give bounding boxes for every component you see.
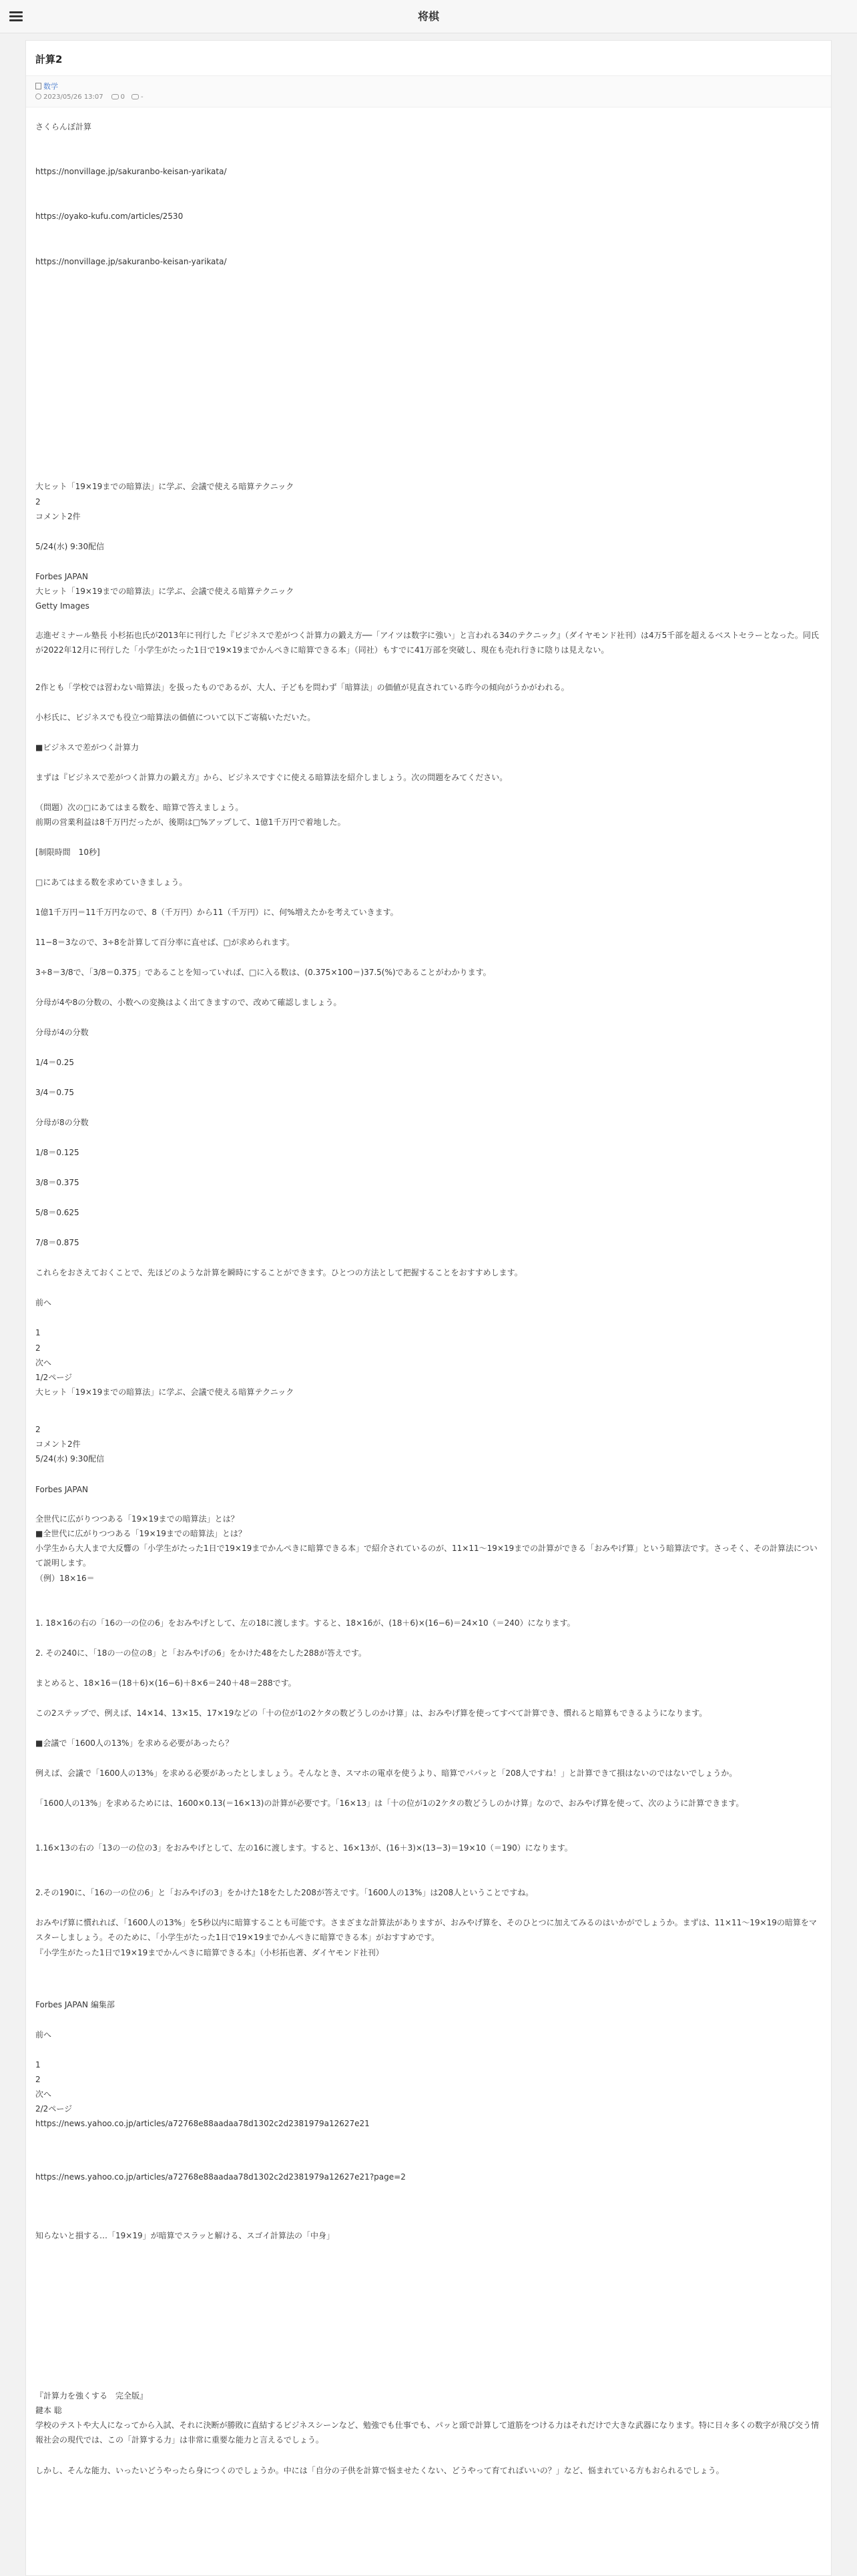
body-line: これらをおさえておくことで、先ほどのような計算を瞬時にすることができます。ひとつの方法として把握することをおすすめします。 [35, 1268, 523, 1277]
body-line: 3/8＝0.375 [35, 1178, 79, 1187]
body-line: 前へ [35, 2030, 52, 2039]
body-line: 3/4＝0.75 [35, 1088, 75, 1097]
comment-count[interactable]: 0 [120, 93, 125, 101]
body-link[interactable]: https://news.yahoo.co.jp/articles/a72768e88aadaa78d1302c2d2381979a12627e21?page=2 [35, 2172, 406, 2182]
pagination-page[interactable]: 2 [35, 2075, 41, 2084]
body-line: 『計算力を強くする 完全版』 [35, 2391, 148, 2400]
body-line: Forbes JAPAN 編集部 [35, 2000, 115, 2009]
body-paragraph: 2作とも「学校では習わない暗算法」を扱ったものであるが、大人、子どもを問わず「暗算法」の価値が見直されている昨今の傾向がうかがわれる。 [35, 683, 569, 692]
pagination-next[interactable]: 2/2ページ [35, 2104, 73, 2114]
body-line: まとめると、18×16＝(18＋6)×(16−6)＋8×6＝240＋48＝288です。 [35, 1678, 296, 1688]
body-line: 前期の営業利益は8千万円だったが、後期は□%アップして、1億1千万円で着地した。 [35, 818, 346, 827]
clock-icon [35, 93, 41, 99]
body-line: この2ステップで、例えば、14×14、13×15、17×19などの「十の位が1の2ケタの数どうしのかけ算」は、おみやげ算を使ってすべて計算でき、慣れると暗算もできるようになります。 [35, 1708, 707, 1718]
body-line: 11−8＝3なので、3÷8を計算して百分率に直せば、□が求められます。 [35, 938, 295, 947]
article-card [25, 40, 832, 2576]
body-paragraph: 1.16×13の右の「13の一の位の3」をおみやげとして、左の16に渡します。すると、16×13が、(16＋3)×(13−3)＝19×10（＝190）になります。 [35, 1843, 573, 1853]
post-date: 2023/05/26 13:07 [43, 93, 103, 101]
body-line: 5/24(水) 9:30配信 [35, 1454, 105, 1464]
comment-icon[interactable] [111, 94, 119, 99]
body-paragraph: まずは『ビジネスで差がつく計算力の鍛え方』から、ビジネスですぐに使える暗算法を紹介しましょう。次の問題をみてください。 [35, 773, 508, 782]
body-line: 1. 18×16の右の「16の一の位の6」をおみやげとして、左の18に渡します。すると、18×16が、(18＋6)×(16−6)＝24×10（＝240）になります。 [35, 1618, 575, 1628]
body-line: [制限時間 10秒] [35, 848, 100, 857]
article-meta [26, 75, 831, 107]
folder-icon [35, 83, 41, 89]
body-paragraph: しかし、そんな能力、いったいどうやったら身につくのでしょうか。中には「自分の子供を計算で悩ませたくない、どうやって育てればいいの？」など、悩まれている方もおられるでしょう。 [35, 2466, 724, 2475]
body-paragraph: 「1600人の13%」を求めるためには、1600×0.13(＝16×13)の計算が必要です。「16×13」は「十の位が1の2ケタの数どうしのかけ算」なので、おみやげ算を使って、次のように計算できます。 [35, 1799, 744, 1808]
body-line: コメント2件 [35, 1439, 81, 1449]
body-paragraph: 志進ゼミナール塾長 小杉拓也氏が2013年に刊行した『ビジネスで差がつく計算力の鍛え方──「アイツは数字に強い」と言われる34のテクニック』（ダイヤモンド社刊）は4万5千部を超えるベストセラーとなった。同氏が2022年12月に刊行した「小学生がたった1日で19×19までかんぺきに暗算できる本」（同社）もすでに41万部を突破し、現在も売れ行きに陰りは見えない。 [35, 631, 819, 655]
body-heading: ■ビジネスで差がつく計算力 [35, 743, 139, 752]
body-link[interactable]: https://nonvillage.jp/sakuranbo-keisan-yarikata/ [35, 167, 227, 176]
body-line: ■全世代に広がりつつある「19×19までの暗算法」とは？ [35, 1529, 246, 1538]
pagination-next[interactable]: 1/2ページ [35, 1373, 73, 1382]
body-paragraph: （例）18×16＝ [35, 1574, 95, 1583]
top-bar [0, 0, 857, 33]
body-link[interactable]: https://oyako-kufu.com/articles/2530 [35, 212, 184, 221]
body-line: 1億1千万円＝11千万円なので、8（千万円）から11（千万円）に、何%増えたかを考えていきます。 [35, 908, 398, 917]
body-line: Forbes JAPAN [35, 1485, 89, 1494]
body-line: 分母が4の分数 [35, 1028, 89, 1037]
body-line: 2 [35, 1425, 41, 1434]
body-line: 5/24(水) 9:30配信 [35, 542, 105, 551]
extra-count: - [141, 93, 144, 101]
body-line: 小杉氏に、ビジネスでも役立つ暗算法の価値について以下ご寄稿いただいた。 [35, 713, 316, 722]
body-line: 3÷8＝3/8で、「3/8＝0.375」であることを知っていれば、□に入る数は、(0.375×100＝)37.5(%)であることがわかります。 [35, 968, 491, 977]
body-line: 鍵本 聡 [35, 2406, 62, 2415]
body-link[interactable]: https://nonvillage.jp/sakuranbo-keisan-yarikata/ [35, 257, 227, 266]
category-link[interactable] [35, 81, 58, 91]
body-line: 前へ [35, 1298, 52, 1307]
pagination-page[interactable]: 次へ [35, 2089, 52, 2099]
article-title: 計算2 [35, 53, 63, 65]
message-icon [131, 94, 139, 99]
pagination-indicator: 大ヒット「19×19までの暗算法」に学ぶ、会議で使える暗算テクニック [35, 1387, 294, 1397]
pagination-page[interactable]: 次へ [35, 1358, 52, 1367]
app-title: 将棋 [417, 10, 439, 23]
body-line: Getty Images [35, 601, 89, 611]
body-line: 2.その190に、「16の一の位の6」と「おみやげの3」をかけた18をたした208が答えです。「1600人の13%」は208人ということですね。 [35, 1888, 534, 1897]
body-link[interactable]: 知らないと損する…「19×19」が暗算でスラッと解ける、スゴイ計算法の「中身」 [35, 2231, 334, 2240]
pagination-prev[interactable]: 1 [35, 2060, 41, 2069]
body-line: （問題）次の□にあてはまる数を、暗算で答えましょう。 [35, 803, 244, 812]
pagination-prev[interactable]: 1 [35, 1328, 41, 1337]
pagination-page[interactable]: 2 [35, 1343, 41, 1353]
pagination-indicator: https://news.yahoo.co.jp/articles/a72768e88aadaa78d1302c2d2381979a12627e21 [35, 2119, 370, 2128]
category-label: 数学 [43, 82, 58, 91]
body-line: 学校のテストや大人になってから入試、それに決断が勝敗に直結するビジネスシーンなど、勉強でも仕事でも、パッと頭で計算して道筋をつける力はそれだけで大きな武器になります。特に日々多くの数字が飛び交う情報社会の現代では、この「計算する力」は非常に重要な能力と言えるでしょう。 [35, 2421, 819, 2445]
body-line: □にあてはまる数を求めていきましょう。 [35, 878, 188, 887]
body-line: 2 [35, 497, 41, 507]
body-line: 大ヒット「19×19までの暗算法」に学ぶ、会議で使える暗算テクニック [35, 587, 294, 596]
body-heading: 例えば、会議で「1600人の13%」を求める必要があったとしましょう。そんなとき、スマホの電卓を使うより、暗算でパパッと「208人ですね！」と計算できて損はないのではないでしょうか。 [35, 1768, 738, 1778]
body-line: おみやげ算に慣れれば、「1600人の13%」を5秒以内に暗算することも可能です。さまざまな計算法がありますが、おみやげ算を、そのひとつに加えてみるのはいかがでしょうか。まずは、11×11〜19×19の暗算をマスターしましょう。そのために、「小学生がたった1日で19×19までかんぺきに暗算できる本」がおすすめです。 [35, 1918, 817, 1942]
body-line: さくらんぼ計算 [35, 122, 92, 131]
body-line: 1/4＝0.25 [35, 1058, 75, 1067]
body-line: 5/8＝0.625 [35, 1208, 79, 1217]
body-line: 大ヒット「19×19までの暗算法」に学ぶ、会議で使える暗算テクニック [35, 482, 294, 491]
body-line: 2. その240に、「18の一の位の8」と「おみやげの6」をかけた48をたした288が答えです。 [35, 1648, 366, 1658]
body-line: 分母が8の分数 [35, 1118, 89, 1127]
body-line: 7/8＝0.875 [35, 1238, 79, 1247]
body-line: 1/8＝0.125 [35, 1148, 79, 1157]
body-line: 全世代に広がりつつある「19×19までの暗算法」とは？ [35, 1514, 239, 1524]
meta-row [35, 93, 144, 101]
body-line: コメント2件 [35, 512, 81, 521]
body-line: 分母が4や8の分数の、小数への変換はよく出てきますので、改めて確認しましょう。 [35, 998, 342, 1007]
body-line: Forbes JAPAN [35, 572, 89, 581]
body-heading: 小学生から大人まで大反響の「小学生がたった1日で19×19までかんぺきに暗算できる本」で紹介されているのが、11×11〜19×19までの計算ができる「おみやげ算」という暗算法です。さっそく、その計算法について説明します。 [35, 1544, 818, 1568]
body-line: ■会議で「1600人の13%」を求める必要があったら？ [35, 1738, 234, 1748]
body-paragraph: 『小学生がたった1日で19×19までかんぺきに暗算できる本』（小杉拓也著、ダイヤモンド社刊） [35, 1948, 384, 1957]
